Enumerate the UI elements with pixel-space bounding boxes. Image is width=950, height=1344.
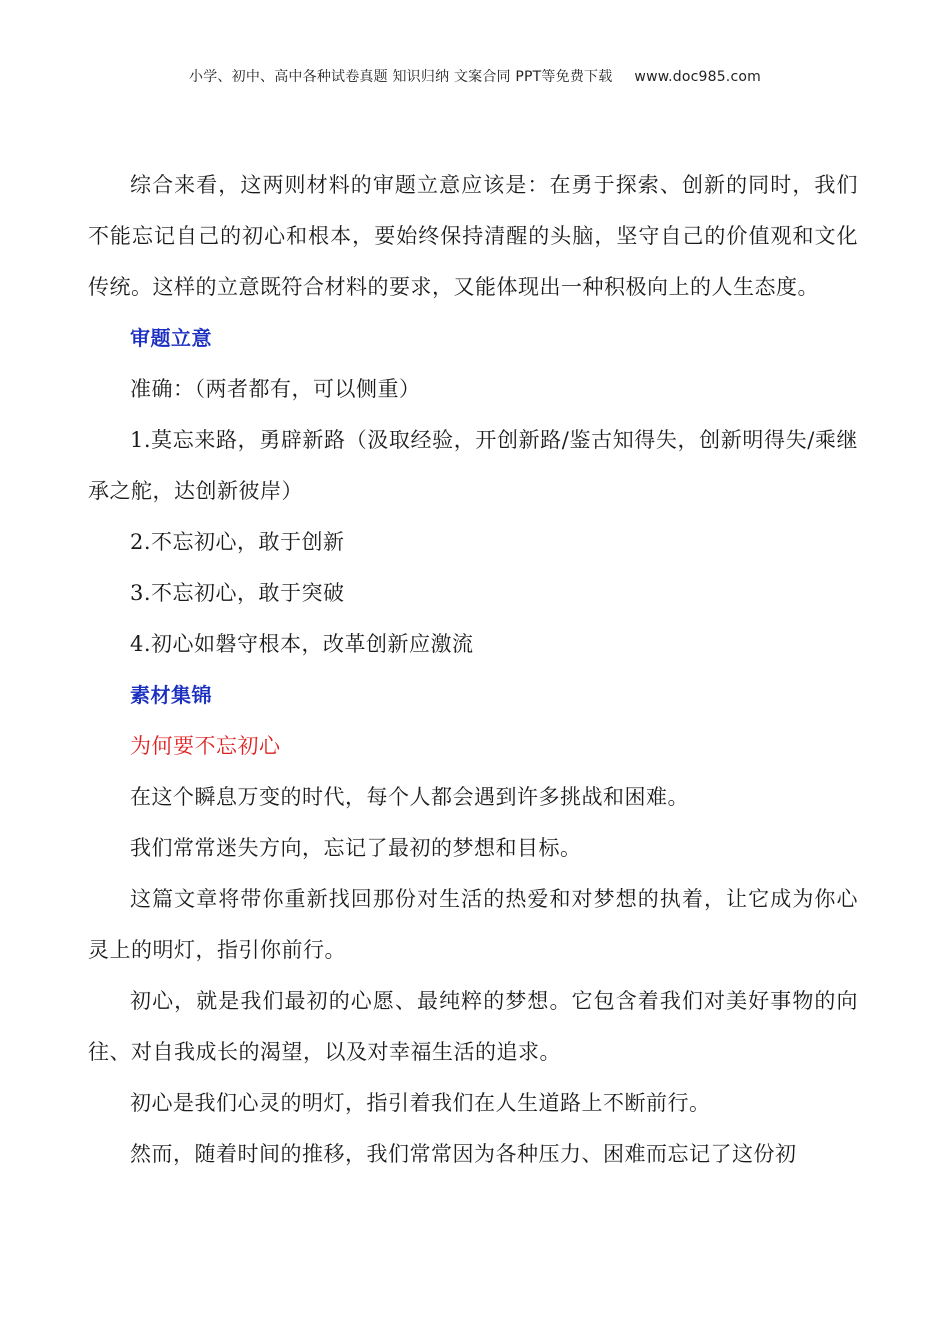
header-text: 小学、初中、高中各种试卷真题 知识归纳 文案合同 PPT等免费下载 bbox=[189, 69, 613, 85]
list-item-4: 4.初心如磐守根本，改革创新应激流 bbox=[130, 632, 474, 656]
paragraph-6: 然而，随着时间的推移，我们常常因为各种压力、困难而忘记了这份初 bbox=[130, 1142, 797, 1166]
list-item-3: 3.不忘初心，敢于突破 bbox=[130, 581, 345, 605]
paragraph-5: 初心是我们心灵的明灯，指引着我们在人生道路上不断前行。 bbox=[130, 1091, 711, 1115]
paragraph-summary: 综合来看，这两则材料的审题立意应该是：在勇于探索、创新的同时，我们不能忘记自己的初心和根本，要始终保持清醒的头脑，坚守自己的价值观和文化传统。这样的立意既符合材料的要求，又能体现出一种积极向上的人生态度。 bbox=[88, 173, 858, 299]
paragraph-3: 这篇文章将带你重新找回那份对生活的热爱和对梦想的执着，让它成为你心灵上的明灯，指引你前行。 bbox=[88, 887, 858, 962]
subheading-why-remember: 为何要不忘初心 bbox=[130, 734, 281, 758]
paragraph-accuracy: 准确：（两者都有，可以侧重） bbox=[130, 377, 421, 401]
heading-shenti-liyi: 审题立意 bbox=[130, 326, 212, 350]
list-item-1: 1.莫忘来路，勇辟新路（汲取经验，开创新路/鉴古知得失，创新明得失/乘继承之舵，达创新彼岸） bbox=[88, 428, 858, 503]
header-site-link[interactable]: www.doc985.com bbox=[634, 69, 761, 85]
list-item-2: 2.不忘初心，敢于创新 bbox=[130, 530, 345, 554]
paragraph-1: 在这个瞬息万变的时代，每个人都会遇到许多挑战和困难。 bbox=[130, 785, 689, 809]
heading-sucai-jijin: 素材集锦 bbox=[130, 683, 212, 707]
paragraph-4: 初心，就是我们最初的心愿、最纯粹的梦想。它包含着我们对美好事物的向往、对自我成长的渴望，以及对幸福生活的追求。 bbox=[88, 989, 858, 1064]
page-header bbox=[0, 66, 950, 86]
document-body bbox=[88, 160, 858, 1180]
paragraph-2: 我们常常迷失方向，忘记了最初的梦想和目标。 bbox=[130, 836, 582, 860]
